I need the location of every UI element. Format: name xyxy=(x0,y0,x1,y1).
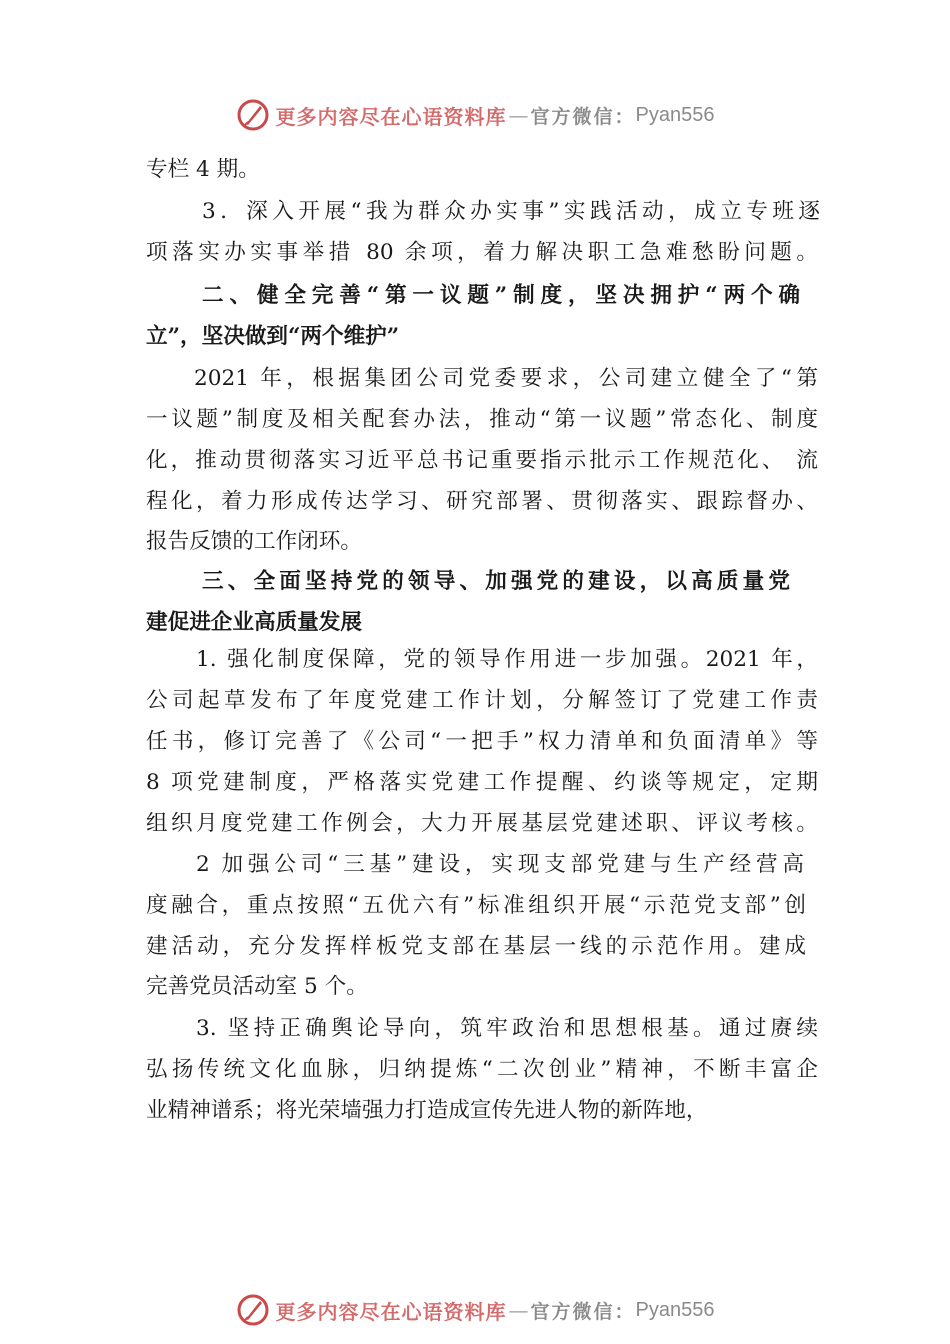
text-line: 2 加强公司“三基”建设，实现支部党建与生产经营高 xyxy=(196,852,804,877)
watermark-wechat-label: 官方微信： xyxy=(530,1300,636,1323)
text-line: 项落实办实事举措 80 余项，着力解决职工急难愁盼问题。 xyxy=(146,240,818,265)
text-line: 1. 强化制度保障，党的领导作用进一步加强。2021 年， xyxy=(196,647,818,672)
watermark-wechat-id: Pyan556 xyxy=(635,103,715,126)
text-line: 一议题”制度及相关配套办法，推动“第一议题”常态化、制度 xyxy=(146,407,818,432)
text-line: 专栏 4 期。 xyxy=(146,157,260,182)
watermark-separator: — xyxy=(508,103,529,127)
text-line: 公司起草发布了年度党建工作计划，分解签订了党建工作责 xyxy=(146,688,818,713)
section-heading: 三、全面坚持党的领导、加强党的建设，以高质量党 xyxy=(202,569,790,594)
text-line: 化，推动贯彻落实习近平总书记重要指示批示工作规范化、 流 xyxy=(146,448,818,473)
text-line: 组织月度党建工作例会，大力开展基层党建述职、评议考核。 xyxy=(146,811,818,836)
text-line: 任书，修订完善了《公司“一把手”权力清单和负面清单》等 xyxy=(146,729,818,754)
text-line: 建活动，充分发挥样板党支部在基层一线的示范作用。建成 xyxy=(146,934,806,959)
text-line: 完善党员活动室 5 个。 xyxy=(146,974,368,999)
text-line: 业精神谱系；将光荣墙强力打造成宣传先进人物的新阵地， xyxy=(146,1098,708,1123)
watermark-banner-bottom xyxy=(0,1290,950,1330)
watermark-separator: — xyxy=(508,1298,529,1322)
text-line: 3. 坚持正确舆论导向，筑牢政治和思想根基。通过赓续 xyxy=(196,1016,818,1041)
quill-logo-icon xyxy=(236,1293,270,1327)
watermark-banner-top xyxy=(0,95,950,135)
watermark-text: 更多内容尽在心语资料库 xyxy=(275,104,507,129)
text-line: 弘扬传统文化血脉，归纳提炼“二次创业”精神，不断丰富企 xyxy=(146,1057,818,1082)
text-line: 度融合，重点按照“五优六有”标准组织开展“示范党支部”创 xyxy=(146,893,806,918)
text-line: 报告反馈的工作闭环。 xyxy=(146,529,362,554)
text-line: 8 项党建制度，严格落实党建工作提醒、约谈等规定，定期 xyxy=(146,770,818,795)
text-line: 3．深入开展“我为群众办实事”实践活动，成立专班逐 xyxy=(202,199,820,224)
section-heading: 二、健全完善“第一议题”制度，坚决拥护“两个确 xyxy=(202,283,800,308)
section-heading: 建促进企业高质量发展 xyxy=(146,610,362,635)
watermark-text: 更多内容尽在心语资料库 xyxy=(275,1299,507,1324)
watermark-wechat-id: Pyan556 xyxy=(635,1298,715,1321)
section-heading: 立”，坚决做到“两个维护” xyxy=(146,324,400,349)
text-line: 2021 年，根据集团公司党委要求，公司建立健全了“第 xyxy=(194,366,818,391)
watermark-wechat-label: 官方微信： xyxy=(530,105,636,128)
text-line: 程化，着力形成传达学习、研究部署、贯彻落实、跟踪督办、 xyxy=(146,489,818,514)
quill-logo-icon xyxy=(236,98,270,132)
